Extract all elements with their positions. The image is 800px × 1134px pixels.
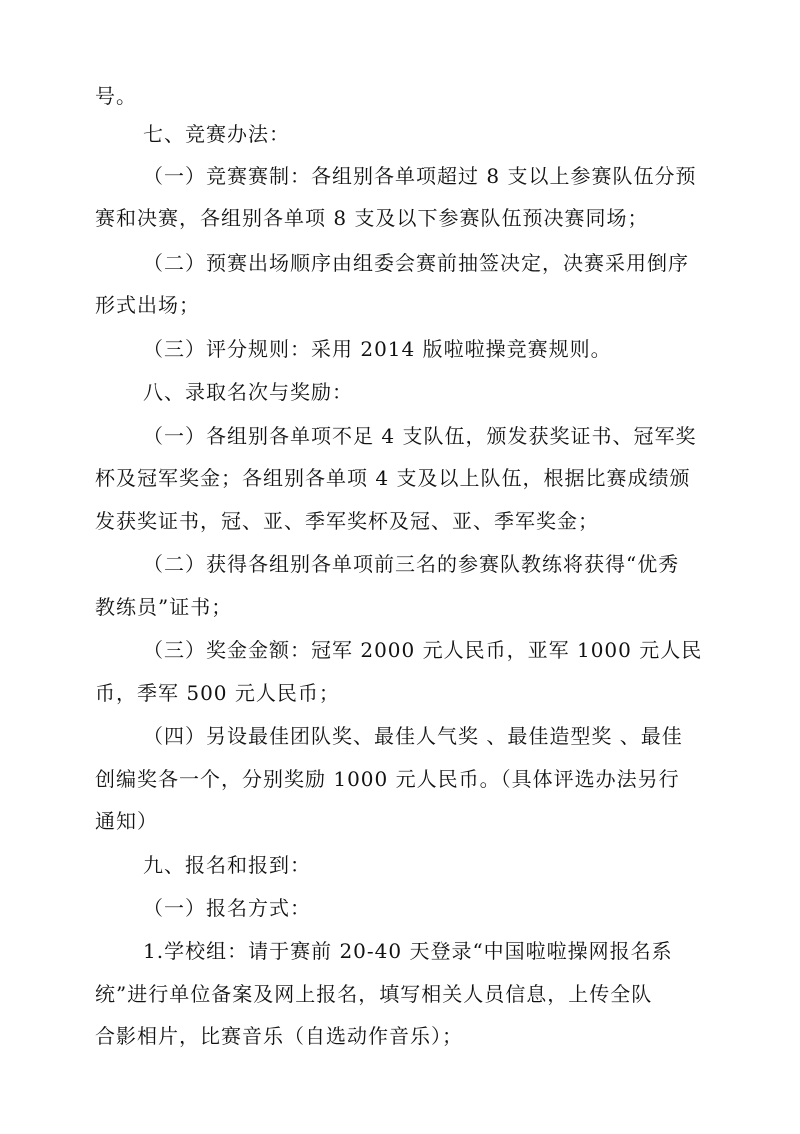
text-line: 杯及冠军奖金；各组别各单项 4 支及以上队伍，根据比赛成绩颁 bbox=[95, 466, 691, 490]
text-line: （三）奖金金额：冠军 2000 元人民币，亚军 1000 元人民 bbox=[143, 638, 703, 662]
text-line: （四）另设最佳团队奖、最佳人气奖 、最佳造型奖 、最佳 bbox=[143, 724, 683, 748]
text-line: （二）获得各组别各单项前三名的参赛队教练将获得“优秀 bbox=[143, 552, 680, 576]
text-line: （一）报名方式： bbox=[143, 896, 311, 920]
text-line: （二）预赛出场顺序由组委会赛前抽签决定，决赛采用倒序 bbox=[143, 251, 689, 275]
section-heading-awards: 八、录取名次与奖励： bbox=[143, 380, 353, 404]
text-line: 1.学校组：请于赛前 20-40 天登录“中国啦啦操网报名系 bbox=[143, 939, 673, 963]
text-line: （一）竞赛赛制：各组别各单项超过 8 支以上参赛队伍分预 bbox=[143, 164, 697, 188]
text-line: 发获奖证书，冠、亚、季军奖杯及冠、亚、季军奖金； bbox=[95, 509, 599, 533]
section-heading-competition-method: 七、竞赛办法： bbox=[143, 122, 290, 146]
text-line: 教练员”证书； bbox=[95, 595, 233, 619]
text-line: （一）各组别各单项不足 4 支队伍，颁发获奖证书、冠军奖 bbox=[143, 424, 697, 448]
text-line: 通知） bbox=[95, 809, 158, 833]
text-line: 统”进行单位备案及网上报名，填写相关人员信息，上传全队 bbox=[95, 982, 653, 1006]
text-line: 形式出场； bbox=[95, 293, 200, 317]
text-line: 号。 bbox=[95, 84, 137, 108]
section-heading-registration: 九、报名和报到： bbox=[143, 853, 311, 877]
text-line: 币，季军 500 元人民币； bbox=[95, 681, 340, 705]
text-line: 合影相片，比赛音乐（自选动作音乐）； bbox=[95, 1024, 463, 1048]
text-line: 赛和决赛，各组别各单项 8 支及以下参赛队伍预决赛同场； bbox=[95, 206, 649, 230]
text-line: 创编奖各一个，分别奖励 1000 元人民币。（具体评选办法另行 bbox=[95, 767, 680, 791]
text-line: （三）评分规则：采用 2014 版啦啦操竞赛规则。 bbox=[143, 337, 612, 361]
